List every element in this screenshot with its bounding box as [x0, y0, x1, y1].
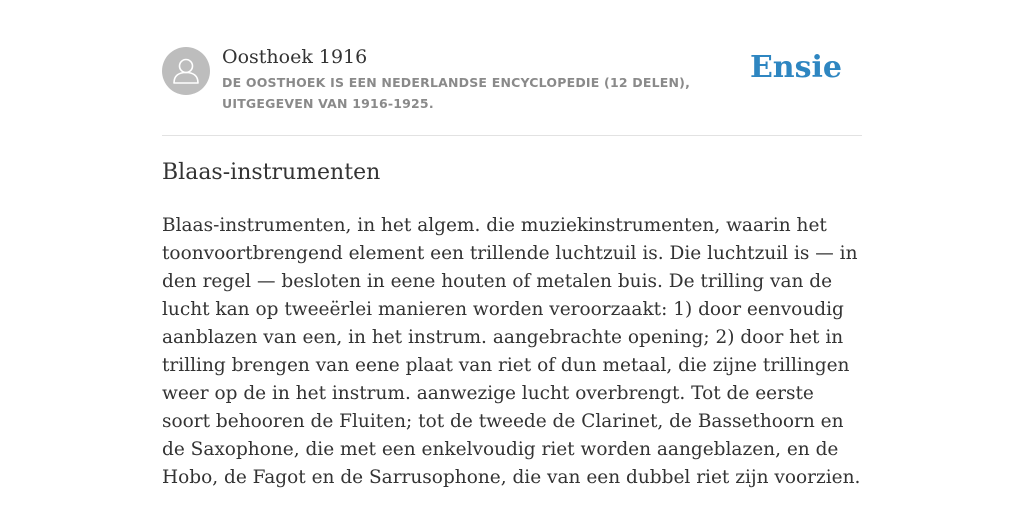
source-header: [162, 44, 862, 135]
source-title[interactable]: Oosthoek 1916: [222, 46, 368, 68]
brand-logo[interactable]: Ensie: [749, 50, 842, 85]
entry-title: Blaas-instrumenten: [162, 160, 381, 185]
user-icon: [162, 47, 210, 95]
source-description: DE OOSTHOEK IS EEN NEDERLANDSE ENCYCLOPEDIE (12 DELEN), UITGEGEVEN VAN 1916-1925.: [222, 75, 691, 111]
entry-body: Blaas-instrumenten, in het algem. die muziekinstrumenten, waarin het toonvoortbrengend element een trillende luchtzuil is. Die luchtzuil is — in den regel — besloten in eene houten of metalen buis. De trilling van de lucht kan op tweeërlei manieren worden veroorzaakt: 1) door eenvoudig aanblazen van een, in het instrum. aangebrachte opening; 2) door het in trilling brengen van eene plaat van riet of dun metaal, die zijne trillingen weer op de in het instrum. aanwezige lucht overbrengt. Tot de eerste soort behooren de Fluiten; tot de tweede de Clarinet, de Bassethoorn en de Saxophone, die met een enkelvoudig riet worden aangeblazen, en de Hobo, de Fagot en de Sarrusophone, die van een dubbel riet zijn voorzien.: [162, 215, 861, 488]
divider: [162, 135, 862, 136]
avatar[interactable]: [162, 47, 210, 95]
